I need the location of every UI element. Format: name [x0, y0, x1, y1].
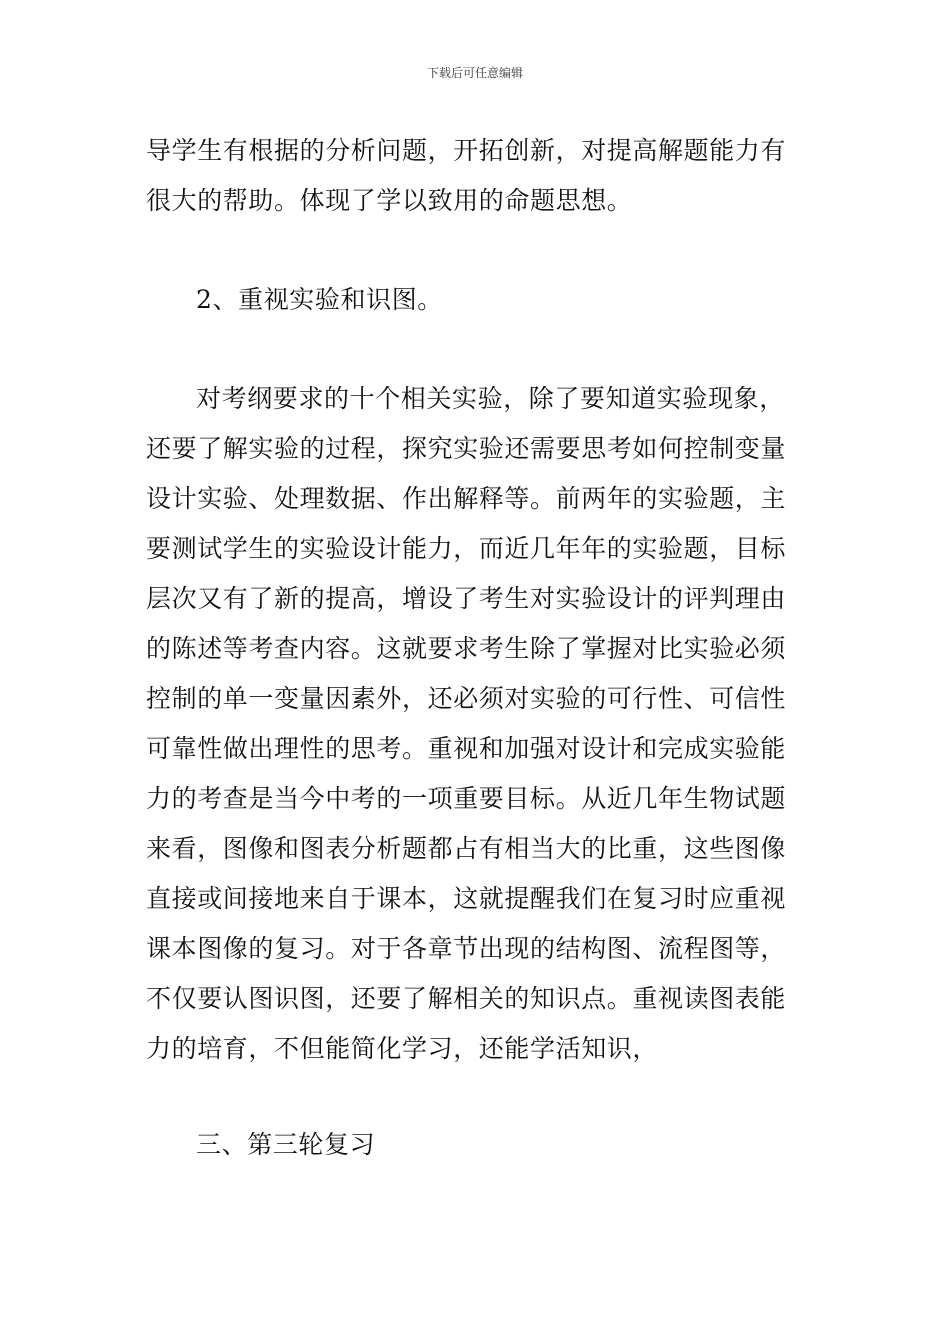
section-heading-2: 2、重视实验和识图。: [196, 285, 443, 314]
paragraph-experiment: 对考纲要求的十个相关实验，除了要知道实验现象，还要了解实验的过程，探究实验还需要思考如何控制变量设计实验、处理数据、作出解释等。前两年的实验题，主要测试学生的实验设计能力，而近几年年的实验题，目标层次又有了新的提高，增设了考生对实验设计的评判理由的陈述等考查内容。这就要求考生除了掌握对比实验必须控制的单一变量因素外，还必须对实验的可行性、可信性可靠性做出理性的思考。重视和加强对设计和完成实验能力的考查是当今中考的一项重要目标。从近几年生物试题来看，图像和图表分析题都占有相当大的比重，这些图像直接或间接地来自于课本，这就提醒我们在复习时应重视课本图像的复习。对于各章节出现的结构图、流程图等，不仅要认图识图，还要了解相关的知识点。重视读图表能力的培育，不但能简化学习，还能学活知识，: [146, 384, 787, 1063]
page-header-note: 下载后可任意编辑: [426, 66, 523, 80]
paragraph-continuation: 导学生有根据的分析问题，开拓创新，对提高解题能力有很大的帮助。体现了学以致用的命题思想。: [146, 136, 787, 215]
section-heading-3: 三、第三轮复习: [196, 1130, 376, 1159]
